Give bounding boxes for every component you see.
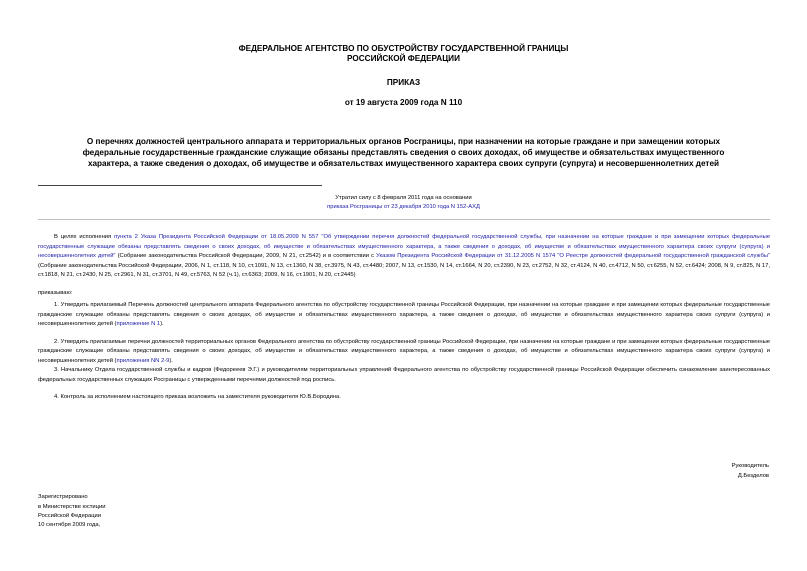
status-note-text: Утратил силу с 8 февраля 2011 года на основании <box>335 195 472 201</box>
item-4-paragraph: 4. Контроль за исполнением настоящего приказа возложить на заместителя руководителя Ю.В.Бородина. <box>54 394 341 400</box>
document-type: ПРИКАЗ <box>386 78 421 87</box>
registration-line-1: Зарегистрировано <box>38 494 88 500</box>
status-note-line-2 <box>0 203 807 212</box>
document-body <box>38 233 770 403</box>
item-1-text: 1. Утвердить прилагаемый Перечень должностей центрального аппарата Федерального агентства по обустройству государственной границы Российской Федерации, при назначении на которые граждане и при замещении которых федеральные государственные гражданские служащие обязаны представлять сведения о своих доходах, об имуществе и обязательствах имущественного характера, а также сведения о доходах, об имуществе и обязательствах имущественного характера своих супруги (супруга) и несовершеннолетних детей ( <box>38 302 770 327</box>
item-1-paragraph <box>38 301 770 330</box>
appendix-1-link[interactable]: приложение N 1 <box>116 321 161 327</box>
decree-1574-link[interactable]: Указом Президента Российской Федерации от 31.12.2005 N 1574 "О Реестре должностей федеральной государственной гражданской службы" <box>376 253 770 259</box>
signatory-name: Д.Безделов <box>737 473 769 479</box>
preamble-text-1: В целях исполнения <box>54 234 115 240</box>
item-2-end: ). <box>169 357 173 364</box>
item-3-paragraph: 3. Начальнику Отдела государственной службы и кадров (Федорееев Э.Г.) и руководителям территориальных управлений Федерального агентства по обустройству государственной границы Российской Федерации обеспечить ознакомление заинтересованных федеральных государственных служащих Росграницы с утвержденными перечнями должностей под роспись. <box>38 367 770 383</box>
preamble-text-3: (Собрание законодательства Российской Федерации, 2006, N 1, ст.118, N 10, ст.1091, N 13, ст.1360, N 38, ст.3975, N 43, ст.4480; 2007, N 13, ст.1530, N 14, ст.1664, N 20, ст.2390, N 23, ст.2752, N 32, ст.4124, N 40, ст.4712, N 50, ст.6255, N 52, ст.6424; 2008, N 9, ст.825, N 17, ст.1818, N 21, ст.2430, N 25, ст.2961, N 31, ст.3701, N 49, ст.5763, N 52 (ч.1), ст.6363; 2009, N 16, ст.1901, N 20, ст.2445) <box>38 262 770 278</box>
preamble-paragraph <box>38 233 770 281</box>
item-1-end: ). <box>160 321 164 327</box>
document-title-line-2: федеральные государственные гражданские служащие обязаны представлять сведения о своих доходах, об имуществе и обязательствах имущественного <box>82 148 725 157</box>
agency-name-line-2: РОССИЙСКОЙ ФЕДЕРАЦИИ <box>347 54 460 63</box>
item-2-text: 2. Утвердить прилагаемые перечни должностей территориальных органов Федерального агентства по обустройству государственной границы Российской Федерации, при назначении на которые граждане и при замещении которых федеральные государственные гражданские служащие обязаны представлять сведения о своих доходах, об имуществе и обязательствах имущественного характера, а также сведения о доходах, об имуществе и обязательствах имущественного характера своих супруги (супруга) и несовершеннолетних детей ( <box>38 338 770 364</box>
order-word: приказываю: <box>38 289 73 296</box>
document-title-line-1: О перечнях должностей центрального аппарата и территориальных органов Росграницы, при назначении на которые граждане и при замещении которых <box>86 137 721 146</box>
registration-line-2: в Министерстве юстиции <box>38 504 106 510</box>
agency-name-line-1: ФЕДЕРАЛЬНОЕ АГЕНТСТВО ПО ОБУСТРОЙСТВУ ГОСУДАРСТВЕННОЙ ГРАНИЦЫ <box>238 44 569 53</box>
registration-line-4: 10 сентября 2009 года, <box>38 522 101 528</box>
appendix-2-9-link[interactable]: приложения NN 2-9 <box>116 357 170 364</box>
signatory-role: Руководитель <box>731 463 769 469</box>
title-divider <box>38 185 322 186</box>
registration-line-3: Российской Федерации <box>38 513 102 519</box>
document-title-line-3: характера, а также сведения о доходах, об имуществе и обязательствах имущественного характера своих супруги (супруга) и несовершеннолетних детей <box>87 159 720 168</box>
document-date: от 19 августа 2009 года N 110 <box>344 98 463 107</box>
repeal-order-link[interactable]: приказа Росграницы от 23 декабря 2010 года N 152-АХД <box>327 204 480 210</box>
item-2-paragraph <box>38 338 770 367</box>
decree-557-link[interactable]: пункта 2 Указа Президента Российской Федерации от 18.05.2009 N 557 "Об утверждении перечня должностей федеральной государственной службы, при назначении на которые граждане и при замещении которых федеральные государственные служащие обязаны представлять сведения о своих доходах, об имуществе и обязательствах имущественного характера, а также сведения о доходах, об имуществе и обязательствах имущественного характера своих супруги (супруга) и несовершеннолетних детей" <box>38 234 770 259</box>
note-divider <box>38 219 770 220</box>
preamble-text-2: (Собрание законодательства Российской Федерации, 2009, N 21, ст.2542) и в соответствии с <box>115 253 377 259</box>
